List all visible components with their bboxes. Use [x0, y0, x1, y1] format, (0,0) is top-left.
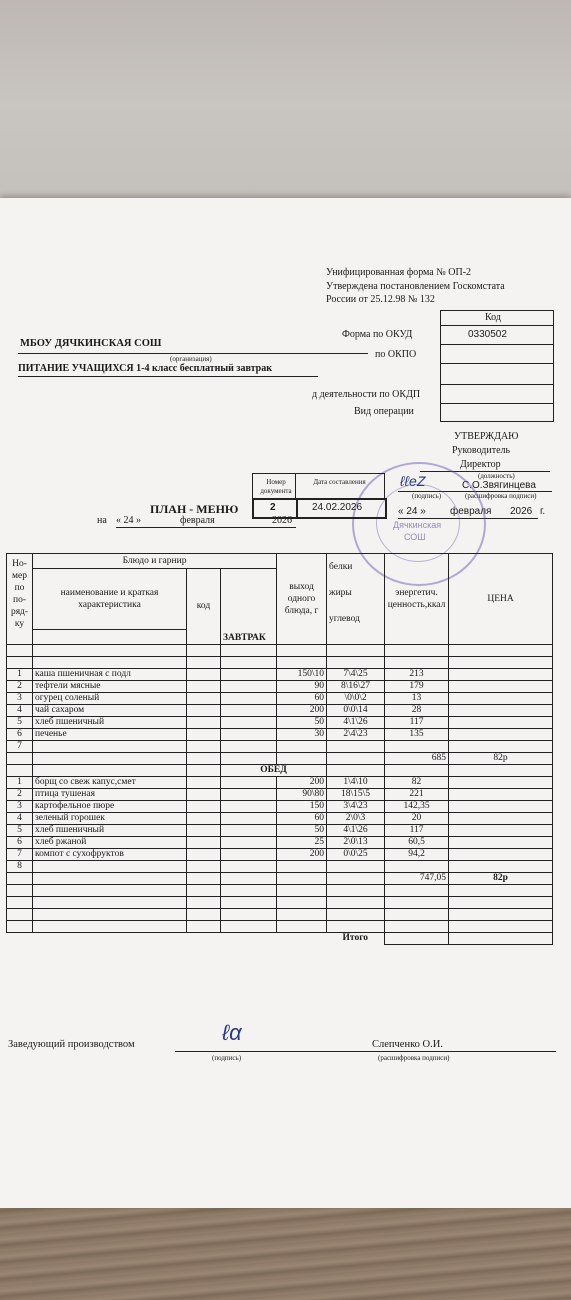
- dish-price: [449, 681, 553, 693]
- lunch-row: [7, 777, 553, 789]
- dish-price: [449, 849, 553, 861]
- dish-bzhu: 8\16\27: [327, 681, 385, 693]
- row-number: 3: [7, 693, 33, 705]
- section-lunch: ОБЕД: [221, 765, 327, 777]
- dish-code: [187, 801, 221, 813]
- dish-price: [449, 705, 553, 717]
- dish-code: [187, 717, 221, 729]
- header-price: ЦЕНА: [449, 554, 553, 645]
- okpo-label: по ОКПО: [375, 349, 417, 360]
- dish-kcal: 142,35: [385, 801, 449, 813]
- doc-number: 2: [270, 502, 276, 513]
- date-label: Дата составления: [313, 478, 366, 486]
- wooden-table-background: [0, 1200, 571, 1300]
- dish-kcal: [385, 861, 449, 873]
- breakfast-row: [7, 669, 553, 681]
- dish-name: каша пшеничная с подл: [33, 669, 187, 681]
- manager-name: Слепченко О.И.: [372, 1039, 443, 1050]
- dish-code: [187, 693, 221, 705]
- director-signature: ℓℓeZ: [400, 473, 426, 489]
- director-name: С.О.Звягинцева: [462, 480, 536, 491]
- dish-section: [221, 693, 277, 705]
- okpo-cell: [440, 344, 554, 364]
- dish-kcal: 117: [385, 717, 449, 729]
- breakfast-rows: [7, 669, 553, 753]
- org-underline: [18, 353, 368, 354]
- dish-name: огурец соленый: [33, 693, 187, 705]
- dish-section: [221, 777, 277, 789]
- dish-kcal: 213: [385, 669, 449, 681]
- dish-name: чай сахаром: [33, 705, 187, 717]
- header-energy: энергетич. ценность,ккал: [385, 554, 449, 645]
- dish-price: [449, 825, 553, 837]
- menu-year: 2026: [272, 515, 292, 526]
- dish-kcal: [385, 741, 449, 753]
- dish-kcal: 60,5: [385, 837, 449, 849]
- dish-section: [221, 741, 277, 753]
- dish-section: [221, 717, 277, 729]
- dish-name: зеленый горошек: [33, 813, 187, 825]
- dish-section: [221, 825, 277, 837]
- dish-kcal: 221: [385, 789, 449, 801]
- dish-code: [187, 837, 221, 849]
- footer-signature-caption: (подпись): [212, 1054, 242, 1062]
- dish-kcal: 94,2: [385, 849, 449, 861]
- operation-cell: [440, 403, 554, 422]
- dish-price: [449, 777, 553, 789]
- menu-month: февраля: [180, 515, 215, 526]
- breakfast-total-kcal: 685: [385, 753, 449, 765]
- dish-code: [187, 729, 221, 741]
- dish-name: [33, 861, 187, 873]
- lunch-row: [7, 837, 553, 849]
- header-yield: выход одного блюда, г: [277, 554, 327, 645]
- okud-label: Форма по ОКУД: [342, 329, 413, 340]
- breakfast-row: [7, 717, 553, 729]
- total-row: [7, 933, 553, 945]
- position-value: Директор: [460, 459, 501, 470]
- row-number: 5: [7, 825, 33, 837]
- dish-name: картофельное пюре: [33, 801, 187, 813]
- header-bzhu: [327, 554, 385, 645]
- dish-name: печенье: [33, 729, 187, 741]
- dish-section: [221, 789, 277, 801]
- dish-name: хлеб пшеничный: [33, 825, 187, 837]
- dish-section: [221, 669, 277, 681]
- dish-name: хлеб ржаной: [33, 837, 187, 849]
- dish-section: [221, 801, 277, 813]
- dish-bzhu: [327, 741, 385, 753]
- dish-yield: 90: [277, 681, 327, 693]
- dish-bzhu: 1\4\10: [327, 777, 385, 789]
- document-title: ПЛАН - МЕНЮ: [150, 502, 239, 516]
- dish-section: [221, 729, 277, 741]
- dish-bzhu: 2\4\23: [327, 729, 385, 741]
- dish-section: [221, 837, 277, 849]
- organization-name: МБОУ ДЯЧКИНСКАЯ СОШ: [20, 338, 162, 349]
- menu-day: 24: [123, 515, 134, 526]
- row-number: 1: [7, 777, 33, 789]
- lunch-row: [7, 789, 553, 801]
- menu-date-day: « 24 »: [116, 515, 141, 526]
- dish-code: [187, 705, 221, 717]
- dish-bzhu: 4\1\26: [327, 717, 385, 729]
- dish-yield: 150\10: [277, 669, 327, 681]
- dish-code: [187, 825, 221, 837]
- row-number: 7: [7, 741, 33, 753]
- dish-name: хлеб пшеничный: [33, 717, 187, 729]
- dish-code: [187, 813, 221, 825]
- row-number: 8: [7, 861, 33, 873]
- dish-code: [187, 789, 221, 801]
- lunch-row: [7, 849, 553, 861]
- breakfast-row: [7, 705, 553, 717]
- row-number: 4: [7, 705, 33, 717]
- header-name: наименование и краткая характеристика: [33, 569, 187, 630]
- approval-date-day: « 24 »: [398, 506, 426, 517]
- dish-kcal: 117: [385, 825, 449, 837]
- dish-yield: 200: [277, 705, 327, 717]
- row-number: 1: [7, 669, 33, 681]
- approval-year-suffix: г.: [540, 506, 546, 517]
- lunch-total-kcal: 747,05: [385, 873, 449, 885]
- footer-name-caption: (расшифровка подписи): [378, 1054, 450, 1062]
- dish-bzhu: 2\0\13: [327, 837, 385, 849]
- doc-date: 24.02.2026: [312, 502, 363, 513]
- manager-underline: [175, 1051, 556, 1052]
- dish-section: [221, 849, 277, 861]
- header-dish: Блюдо и гарнир: [33, 554, 277, 569]
- row-number: 5: [7, 717, 33, 729]
- lunch-row: [7, 861, 553, 873]
- code-label: Код: [485, 312, 501, 323]
- dish-price: [449, 801, 553, 813]
- dish-kcal: 135: [385, 729, 449, 741]
- dish-bzhu: 4\1\26: [327, 825, 385, 837]
- manager-signature: ℓα: [222, 1020, 242, 1045]
- header-number: Но-мер по по-ряд-ку: [7, 554, 33, 645]
- dish-price: [449, 729, 553, 741]
- header-proteins: белки: [329, 562, 353, 572]
- dish-yield: 60: [277, 813, 327, 825]
- breakfast-row: [7, 693, 553, 705]
- dish-code: [187, 669, 221, 681]
- header-code: код: [187, 569, 221, 645]
- dish-kcal: 13: [385, 693, 449, 705]
- row-number: 2: [7, 681, 33, 693]
- row-number: 7: [7, 849, 33, 861]
- dish-bzhu: 2\0\3: [327, 813, 385, 825]
- lunch-row: [7, 801, 553, 813]
- dish-bzhu: [327, 861, 385, 873]
- dish-price: [449, 717, 553, 729]
- header-carbs: углевод: [329, 614, 360, 624]
- menu-table: [6, 553, 553, 945]
- lunch-rows: [7, 777, 553, 873]
- form-line-2: Утверждена постановлением Госкомстата: [326, 281, 505, 292]
- lunch-row: [7, 825, 553, 837]
- dish-bzhu: 0\0\14: [327, 705, 385, 717]
- lunch-price: 82р: [449, 873, 553, 885]
- dish-price: [449, 693, 553, 705]
- subdivision-underline: [18, 376, 318, 377]
- dish-price: [449, 837, 553, 849]
- approval-month: февраля: [450, 506, 492, 517]
- lunch-total-row: [7, 873, 553, 885]
- dish-price: [449, 789, 553, 801]
- dish-name: тефтели мясные: [33, 681, 187, 693]
- dish-kcal: 82: [385, 777, 449, 789]
- dish-name: компот с сухофруктов: [33, 849, 187, 861]
- seal-text: Дячкинская: [393, 520, 442, 530]
- lunch-header-row: [7, 765, 553, 777]
- dish-price: [449, 861, 553, 873]
- okdp-label: д деятельности по ОКДП: [312, 389, 421, 400]
- header-fats: жиры: [329, 588, 352, 598]
- name-caption: (расшифровка подписи): [465, 492, 537, 500]
- signature-caption: (подпись): [412, 492, 442, 500]
- on-label: на: [97, 515, 107, 526]
- dish-yield: [277, 861, 327, 873]
- row-number: 6: [7, 729, 33, 741]
- position-caption: (должность): [478, 472, 515, 480]
- okdp-cell: [440, 384, 554, 404]
- dish-section: [221, 681, 277, 693]
- blank-code-cell: [440, 363, 554, 385]
- dish-code: [187, 849, 221, 861]
- subdivision: ПИТАНИЕ УЧАЩИХСЯ 1-4 класс бесплатный завтрак: [18, 363, 272, 374]
- dish-kcal: 20: [385, 813, 449, 825]
- dish-yield: 25: [277, 837, 327, 849]
- seal-text-2: СОШ: [404, 532, 426, 542]
- operation-label: Вид операции: [354, 406, 414, 417]
- dish-price: [449, 741, 553, 753]
- dish-section: [221, 813, 277, 825]
- number-label: Номер документа: [260, 478, 292, 495]
- breakfast-total-row: [7, 753, 553, 765]
- dish-yield: 150: [277, 801, 327, 813]
- form-line-1: Унифицированная форма № ОП-2: [326, 267, 472, 278]
- menu-date-underline: [116, 527, 296, 528]
- dish-yield: 50: [277, 825, 327, 837]
- dish-kcal: 179: [385, 681, 449, 693]
- dish-section: [221, 861, 277, 873]
- dish-kcal: 28: [385, 705, 449, 717]
- approve-label: УТВЕРЖДАЮ: [454, 431, 519, 442]
- row-number: 4: [7, 813, 33, 825]
- breakfast-row: [7, 729, 553, 741]
- head-label: Руководитель: [452, 445, 511, 456]
- dish-yield: 50: [277, 717, 327, 729]
- dish-bzhu: 3\4\23: [327, 801, 385, 813]
- dish-section: [221, 705, 277, 717]
- okud-value: 0330502: [468, 329, 507, 340]
- row-number: 6: [7, 837, 33, 849]
- approval-day: 24: [406, 506, 418, 517]
- row-number: 3: [7, 801, 33, 813]
- dish-yield: 60: [277, 693, 327, 705]
- dish-bzhu: 18\15\5: [327, 789, 385, 801]
- dish-yield: 200: [277, 849, 327, 861]
- breakfast-row: [7, 681, 553, 693]
- dish-yield: [277, 741, 327, 753]
- approval-year: 2026: [510, 506, 533, 517]
- dish-code: [187, 777, 221, 789]
- org-caption: (организация): [170, 355, 212, 363]
- dish-code: [187, 741, 221, 753]
- dish-price: [449, 813, 553, 825]
- dish-yield: 30: [277, 729, 327, 741]
- section-breakfast: ЗАВТРАК: [221, 569, 277, 645]
- dish-bzhu: 0\0\25: [327, 849, 385, 861]
- dish-code: [187, 681, 221, 693]
- dish-bzhu: \0\0\2: [327, 693, 385, 705]
- dish-yield: 200: [277, 777, 327, 789]
- form-line-3: России от 25.12.98 № 132: [326, 294, 435, 305]
- table-header-row-1: [7, 554, 553, 569]
- breakfast-price: 82р: [449, 753, 553, 765]
- dish-price: [449, 669, 553, 681]
- breakfast-row: [7, 741, 553, 753]
- dish-yield: 90\80: [277, 789, 327, 801]
- total-label: Итого: [342, 933, 369, 944]
- dish-bzhu: 7\4\25: [327, 669, 385, 681]
- dish-name: [33, 741, 187, 753]
- dish-name: птица тушеная: [33, 789, 187, 801]
- manager-label: Заведующий производством: [8, 1039, 135, 1050]
- row-number: 2: [7, 789, 33, 801]
- dish-name: борщ со свеж капус,смет: [33, 777, 187, 789]
- lunch-row: [7, 813, 553, 825]
- dish-code: [187, 861, 221, 873]
